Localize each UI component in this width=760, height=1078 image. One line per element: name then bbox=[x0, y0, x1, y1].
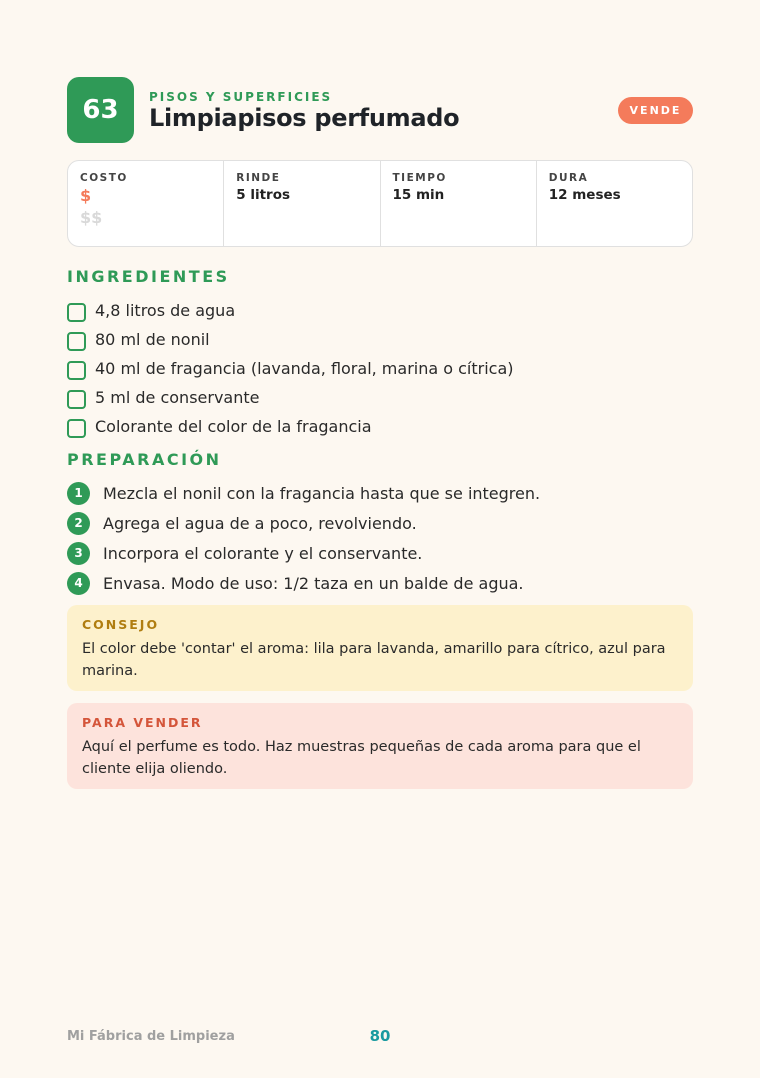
recipe-page bbox=[67, 0, 693, 1078]
step-item bbox=[67, 508, 693, 538]
ingredient-checkbox[interactable] bbox=[67, 303, 86, 322]
stat-duration bbox=[537, 161, 692, 246]
sell-callout bbox=[67, 703, 693, 789]
ingredient-text: 40 ml de fragancia (lavanda, floral, marina o cítrica) bbox=[95, 359, 514, 378]
ingredients-heading: INGREDIENTES bbox=[67, 267, 230, 286]
step-number: 4 bbox=[67, 572, 90, 595]
step-number: 1 bbox=[67, 482, 90, 505]
ingredient-item bbox=[67, 296, 693, 325]
ingredient-checkbox[interactable] bbox=[67, 390, 86, 409]
tip-title: CONSEJO bbox=[82, 617, 160, 632]
step-number: 2 bbox=[67, 512, 90, 535]
stat-label: TIEMPO bbox=[392, 172, 447, 184]
ingredient-text: 80 ml de nonil bbox=[95, 330, 210, 349]
ingredient-item bbox=[67, 412, 693, 441]
stat-value: 5 litros bbox=[236, 187, 291, 203]
ingredient-text: 5 ml de conservante bbox=[95, 388, 260, 407]
step-text: Incorpora el colorante y el conservante. bbox=[103, 543, 423, 563]
ingredients-list bbox=[67, 296, 693, 441]
tip-text: El color debe 'contar' el aroma: lila para lavanda, amarillo para cítrico, azul para marina. bbox=[82, 641, 666, 679]
ingredient-text: Colorante del color de la fragancia bbox=[95, 417, 372, 436]
cost-inactive: $$ bbox=[80, 208, 103, 227]
ingredient-text: 4,8 litros de agua bbox=[95, 301, 236, 320]
step-item bbox=[67, 478, 693, 508]
recipe-number-badge: 63 bbox=[67, 77, 134, 143]
stat-label: DURA bbox=[548, 172, 589, 184]
stat-label: RINDE bbox=[236, 172, 281, 184]
ingredient-checkbox[interactable] bbox=[67, 361, 86, 380]
stats-panel bbox=[67, 160, 693, 247]
recipe-title: Limpiapisos perfumado bbox=[149, 104, 460, 132]
ingredient-checkbox[interactable] bbox=[67, 332, 86, 351]
sell-title: PARA VENDER bbox=[82, 715, 203, 730]
stat-yield bbox=[224, 161, 380, 246]
ingredient-item bbox=[67, 383, 693, 412]
recipe-header bbox=[67, 77, 693, 143]
step-number: 3 bbox=[67, 542, 90, 565]
footer-brand: Mi Fábrica de Limpieza bbox=[67, 1029, 235, 1044]
recipe-category: PISOS Y SUPERFICIES bbox=[149, 90, 333, 104]
ingredient-item bbox=[67, 354, 693, 383]
sell-text: Aquí el perfume es todo. Haz muestras pequeñas de cada aroma para que el cliente elija oliendo. bbox=[82, 739, 641, 777]
preparation-list bbox=[67, 478, 693, 598]
step-text: Mezcla el nonil con la fragancia hasta que se integren. bbox=[103, 483, 541, 503]
preparation-heading: PREPARACIÓN bbox=[67, 450, 222, 469]
tip-callout bbox=[67, 605, 693, 691]
step-item bbox=[67, 568, 693, 598]
page-number: 80 bbox=[369, 1027, 391, 1045]
stat-time bbox=[381, 161, 537, 246]
stat-label: COSTO bbox=[80, 172, 128, 184]
ingredient-item bbox=[67, 325, 693, 354]
stat-value: 15 min bbox=[392, 187, 445, 203]
stat-cost bbox=[68, 161, 224, 246]
stat-value: 12 meses bbox=[548, 187, 621, 203]
step-item bbox=[67, 538, 693, 568]
step-text: Envasa. Modo de uso: 1/2 taza en un balde de agua. bbox=[103, 573, 524, 593]
sell-badge: VENDE bbox=[618, 97, 693, 124]
cost-active: $ bbox=[80, 186, 92, 205]
step-text: Agrega el agua de a poco, revolviendo. bbox=[103, 513, 417, 533]
ingredient-checkbox[interactable] bbox=[67, 419, 86, 438]
